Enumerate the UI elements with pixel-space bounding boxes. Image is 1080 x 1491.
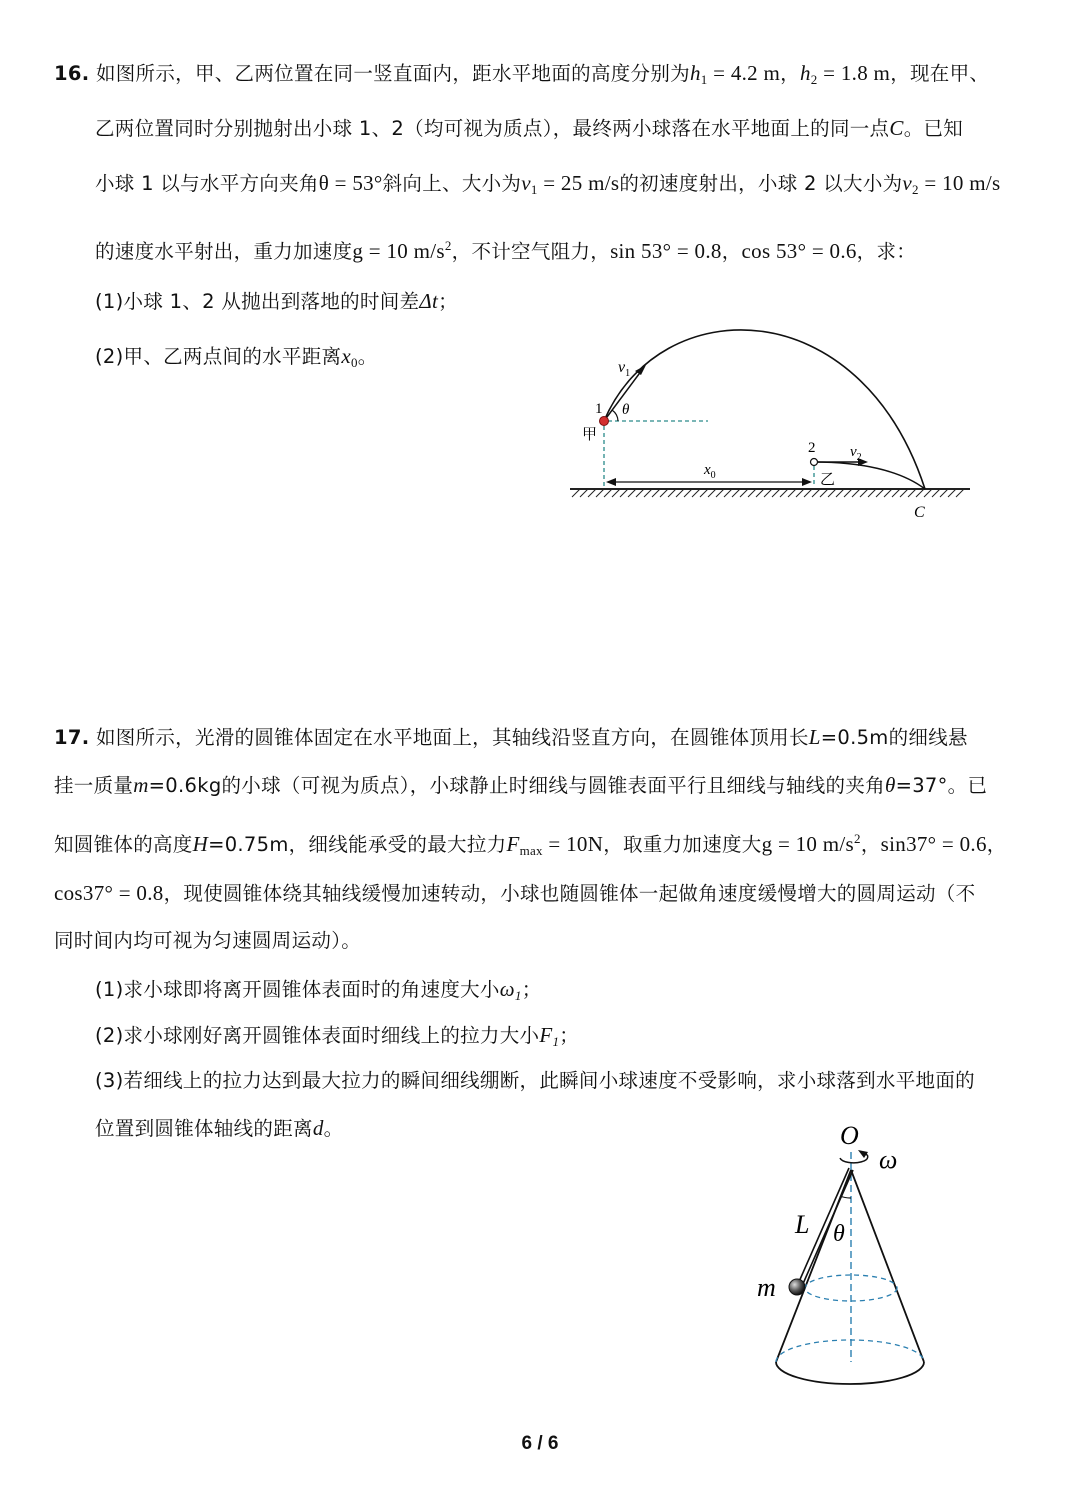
q16-theta: θ = 53° bbox=[318, 171, 383, 195]
q16-text: ，现在甲、 bbox=[890, 62, 990, 85]
ground-hatching bbox=[570, 489, 970, 497]
q17-sub-question-1: (1)求小球即将离开圆锥体表面时的角速度大小$\omega_1$； bbox=[95, 977, 542, 1003]
q16-cos53: cos 53° = 0.6 bbox=[741, 239, 857, 263]
q16-sub-question-2: (2)甲、乙两点间的水平距离$x_0$。 bbox=[95, 344, 378, 370]
q16-point-c: C bbox=[889, 116, 904, 140]
q16-g: g = 10 $m/s^2$ bbox=[352, 238, 452, 263]
q17-cos37: cos37° = 0.8 bbox=[54, 881, 164, 905]
q16-h1: $h_1 = 4.2$ m bbox=[689, 61, 781, 87]
q16-number: 16. bbox=[54, 62, 90, 85]
ball-1-label: 1 bbox=[595, 401, 603, 417]
q17-omega1: $\omega_1$ bbox=[499, 977, 522, 1003]
q17-line-3: 知圆锥体的高度H=0.75m，细线能承受的最大拉力$F_{max} = 10N$，取重力加速度大g = 10 $m/s^2$，sin37° = 0.6， bbox=[54, 831, 1007, 858]
q17-line-2: 挂一质量m=0.6kg的小球（可视为质点），小球静止时细线与圆锥表面平行且细线与轴线的夹角θ=37°。已 bbox=[54, 773, 988, 797]
q17-sub-question-3-line-2: 位置到圆锥体轴线的距离d。 bbox=[95, 1116, 344, 1140]
q16-v1: $v_1 = 25$ m/s bbox=[521, 171, 620, 197]
q17-theta: θ bbox=[884, 773, 896, 797]
q16-line-4: 的速度水平射出，重力加速度g = 10 $m/s^2$，不计空气阻力，sin 53° = 0.8，cos 53° = 0.6，求： bbox=[95, 238, 917, 263]
q16-dt: Δt bbox=[419, 289, 439, 313]
q16-line-1: 16. 如图所示，甲、乙两位置在同一竖直面内，距水平地面的高度分别为$h_1 = 4.2$ m，$h_2 = 1.8$ m，现在甲、 bbox=[54, 61, 990, 87]
q16-line-3: 小球 1 以与水平方向夹角θ = 53°斜向上、大小为$v_1 = 25$ m/s的初速度射出，小球 2 以大小为$v_2 = 10$ m/s bbox=[95, 171, 1001, 197]
v2-label: $v_2$ bbox=[850, 444, 862, 463]
omega-label: ω bbox=[879, 1145, 898, 1174]
q16-figure bbox=[560, 320, 980, 530]
v1-arrowhead bbox=[635, 365, 646, 375]
q17-F1: $F_1$ bbox=[539, 1023, 560, 1049]
q17-m: m bbox=[133, 773, 149, 797]
q16-text: 如图所示，甲、乙两位置在同一竖直面内，距水平地面的高度分别为 bbox=[95, 62, 690, 85]
theta-label: θ bbox=[622, 402, 630, 418]
trajectory-ball-1 bbox=[604, 330, 925, 489]
q16-sin53: sin 53° = 0.8 bbox=[610, 239, 722, 263]
q17-g: g = 10 $m/s^2$ bbox=[761, 831, 861, 856]
q16-line-2: 乙两位置同时分别抛射出小球 1、2（均可视为质点），最终两小球落在水平地面上的同一点C。已知 bbox=[95, 116, 964, 140]
q17-line-5: 同时间内均可视为匀速圆周运动）。 bbox=[54, 929, 362, 952]
q17-number: 17. bbox=[54, 726, 90, 749]
string-length-label: L bbox=[795, 1210, 810, 1239]
yi-label: 乙 bbox=[820, 470, 836, 488]
q16-x0: $x_0$ bbox=[341, 344, 358, 370]
theta-arc bbox=[612, 410, 618, 421]
x0-arrow-left bbox=[606, 478, 616, 486]
x0-arrow-right bbox=[802, 478, 812, 486]
cone-base-front bbox=[776, 1362, 924, 1384]
rotation-arrowhead bbox=[858, 1150, 868, 1158]
q16-h2: $h_2 = 1.8$ m bbox=[799, 61, 891, 87]
jia-label: 甲 bbox=[582, 425, 598, 443]
mass-label: m bbox=[757, 1273, 776, 1302]
q17-sub-question-3-line-1: (3)若细线上的拉力达到最大拉力的瞬间细线绷断，此瞬间小球速度不受影响，求小球落到水平地面的 bbox=[95, 1069, 975, 1092]
q17-sub-question-2: (2)求小球刚好离开圆锥体表面时细线上的拉力大小$F_1$； bbox=[95, 1023, 580, 1049]
point-o-label: O bbox=[840, 1121, 859, 1150]
q17-line-4: cos37° = 0.8，现使圆锥体绕其轴线缓慢加速转动，小球也随圆锥体一起做角速度缓慢增大的圆周运动（不 bbox=[54, 881, 976, 905]
ball-m bbox=[789, 1279, 805, 1295]
cone-base-back bbox=[776, 1340, 924, 1362]
q17-figure bbox=[740, 1115, 960, 1390]
q17-d: d bbox=[312, 1116, 324, 1140]
x0-label: $x_0$ bbox=[704, 462, 716, 481]
q17-Fmax: $F_{max} = 10N$ bbox=[506, 832, 604, 858]
q17-H: H bbox=[192, 832, 209, 856]
ball-2-label: 2 bbox=[808, 440, 816, 456]
q17-line-1: 17. 如图所示，光滑的圆锥体固定在水平地面上，其轴线沿竖直方向，在圆锥体顶用长L=0.5m的细线悬 bbox=[54, 725, 968, 749]
string-shadow bbox=[802, 1170, 853, 1286]
ball-1 bbox=[600, 417, 609, 426]
ball-2 bbox=[811, 459, 818, 466]
point-c-label: C bbox=[914, 504, 925, 521]
page-number: 6 / 6 bbox=[521, 1433, 559, 1454]
theta-label: θ bbox=[833, 1221, 845, 1247]
q17-L: L bbox=[808, 725, 821, 749]
q16-sub-question-1: (1)小球 1、2 从抛出到落地的时间差Δt； bbox=[95, 289, 458, 313]
q17-sin37: sin37° = 0.6 bbox=[880, 832, 987, 856]
cone-outline bbox=[776, 1170, 924, 1362]
q16-v2: $v_2 = 10$ m/s bbox=[902, 171, 1001, 197]
v1-label: $v_1$ bbox=[618, 359, 631, 379]
